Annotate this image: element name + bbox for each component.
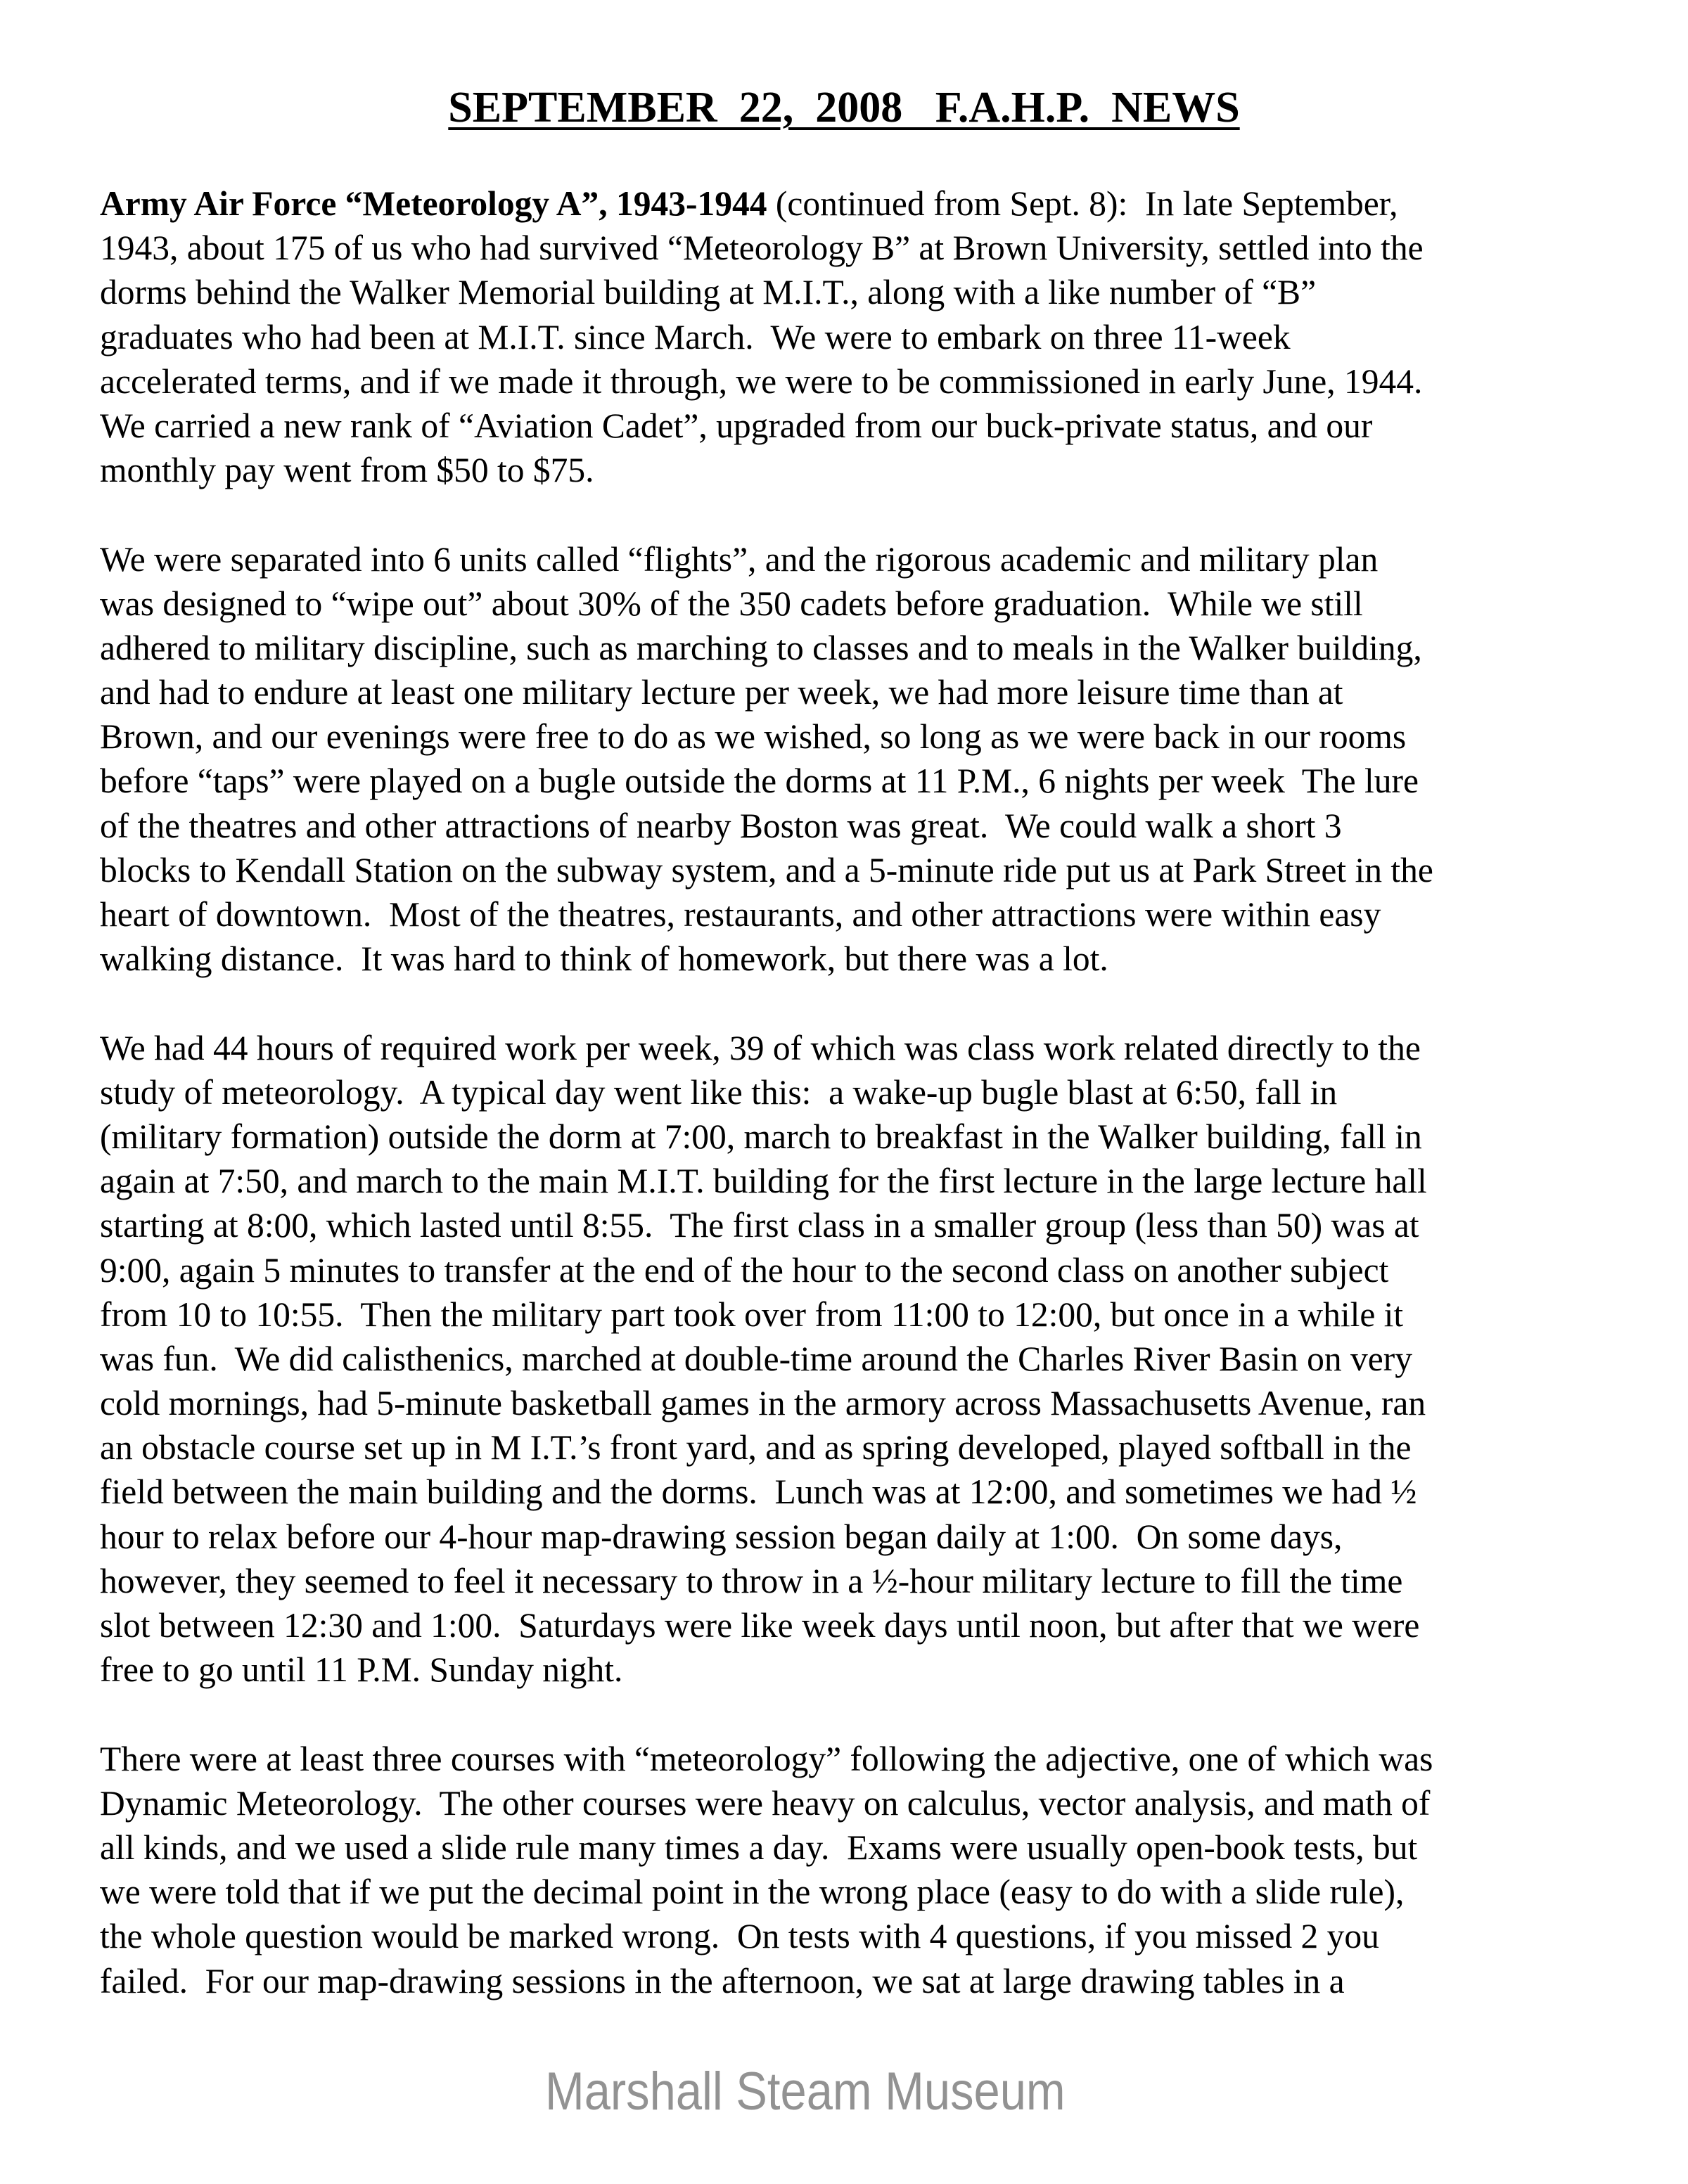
text-line: free to go until 11 P.M. Sunday night. (100, 1650, 623, 1690)
text-line: and had to endure at least one military lecture per week, we had more leisure time than at (100, 673, 1343, 712)
paragraph (100, 1737, 1433, 2003)
text-line: field between the main building and the dorms. Lunch was at 12:00, and sometimes we had ½ (100, 1472, 1417, 1512)
paragraph-gap (100, 492, 1433, 537)
text-line: starting at 8:00, which lasted until 8:55. The first class in a smaller group (less than 50) was at (100, 1206, 1419, 1245)
text-line: (military formation) outside the dorm at 7:00, march to breakfast in the Walker building, fall in (100, 1117, 1422, 1156)
text-line: of the theatres and other attractions of nearby Boston was great. We could walk a short 3 (100, 806, 1342, 845)
paragraphs (100, 226, 1433, 2003)
page-title: SEPTEMBER 22, 2008 F.A.H.P. NEWS (448, 84, 1240, 131)
text-line: failed. For our map-drawing sessions in the afternoon, we sat at large drawing tables in a (100, 1961, 1345, 2000)
text-line: graduates who had been at M.I.T. since March. We were to embark on three 11-week (100, 317, 1291, 356)
text-line: 1943, about 175 of us who had survived “Meteorology B” at Brown University, settled into the (100, 229, 1424, 268)
text-line: Brown, and our evenings were free to do as we wished, so long as we were back in our rooms (100, 717, 1407, 757)
paragraph (100, 1026, 1433, 1692)
section-heading: Army Air Force “Meteorology A”, 1943-1944 (100, 184, 767, 223)
text-line: We carried a new rank of “Aviation Cadet”, upgraded from our buck-private status, and our (100, 406, 1373, 445)
watermark: Marshall Steam Museum (545, 2062, 1066, 2121)
text-line: an obstacle course set up in M I.T.’s front yard, and as spring developed, played softball in the (100, 1428, 1412, 1467)
text-line: slot between 12:30 and 1:00. Saturdays were like week days until noon, but after that we were (100, 1606, 1420, 1645)
text-line: We were separated into 6 units called “flights”, and the rigorous academic and military plan (100, 539, 1379, 579)
text-line: was designed to “wipe out” about 30% of the 350 cadets before graduation. While we still (100, 584, 1363, 623)
paragraph-gap (100, 1692, 1433, 1736)
article-body (100, 181, 1433, 2003)
text-line: accelerated terms, and if we made it through, we were to be commissioned in early June, 1944. (100, 361, 1423, 401)
text-line: dorms behind the Walker Memorial building at M.I.T., along with a like number of “B” (100, 273, 1317, 312)
text-line: walking distance. It was hard to think of homework, but there was a lot. (100, 939, 1108, 979)
text-line: study of meteorology. A typical day went like this: a wake-up bugle blast at 6:50, fall in (100, 1072, 1338, 1112)
text-line: adhered to military discipline, such as marching to classes and to meals in the Walker building, (100, 628, 1422, 667)
text-line: Dynamic Meteorology. The other courses were heavy on calculus, vector analysis, and math of (100, 1783, 1431, 1823)
text-line: again at 7:50, and march to the main M.I.T. building for the first lecture in the large lecture hall (100, 1162, 1427, 1201)
text-line: hour to relax before our 4-hour map-drawing session began daily at 1:00. On some days, (100, 1517, 1343, 1556)
text-line: 9:00, again 5 minutes to transfer at the end of the hour to the second class on another subject (100, 1250, 1389, 1290)
text-line: monthly pay went from $50 to $75. (100, 451, 594, 490)
lead-line: Army Air Force “Meteorology A”, 1943-1944 (continued from Sept. 8): In late September, (100, 184, 1398, 223)
paragraph (100, 226, 1433, 492)
text-line: was fun. We did calisthenics, marched at double-time around the Charles River Basin on very (100, 1339, 1412, 1378)
text-line: blocks to Kendall Station on the subway system, and a 5-minute ride put us at Park Street in the (100, 850, 1433, 889)
text-line: all kinds, and we used a slide rule many times a day. Exams were usually open-book tests, but (100, 1828, 1418, 1867)
text-line: before “taps” were played on a bugle outside the dorms at 11 P.M., 6 nights per week The lure (100, 762, 1419, 801)
text-line: we were told that if we put the decimal point in the wrong place (easy to do with a slide rule), (100, 1873, 1405, 1912)
paragraph (100, 537, 1433, 982)
text-line: the whole question would be marked wrong. On tests with 4 questions, if you missed 2 you (100, 1917, 1379, 1956)
text-line: however, they seemed to feel it necessary to throw in a ½-hour military lecture to fill the time (100, 1561, 1403, 1600)
text-line: cold mornings, had 5-minute basketball games in the armory across Massachusetts Avenue, ran (100, 1384, 1426, 1423)
text-line: from 10 to 10:55. Then the military part took over from 11:00 to 12:00, but once in a while it (100, 1295, 1404, 1334)
text-line: There were at least three courses with “meteorology” following the adjective, one of which was (100, 1739, 1433, 1778)
text-line: We had 44 hours of required work per week, 39 of which was class work related directly to the (100, 1028, 1421, 1067)
text-line: heart of downtown. Most of the theatres, restaurants, and other attractions were within easy (100, 895, 1381, 934)
paragraph-gap (100, 981, 1433, 1025)
